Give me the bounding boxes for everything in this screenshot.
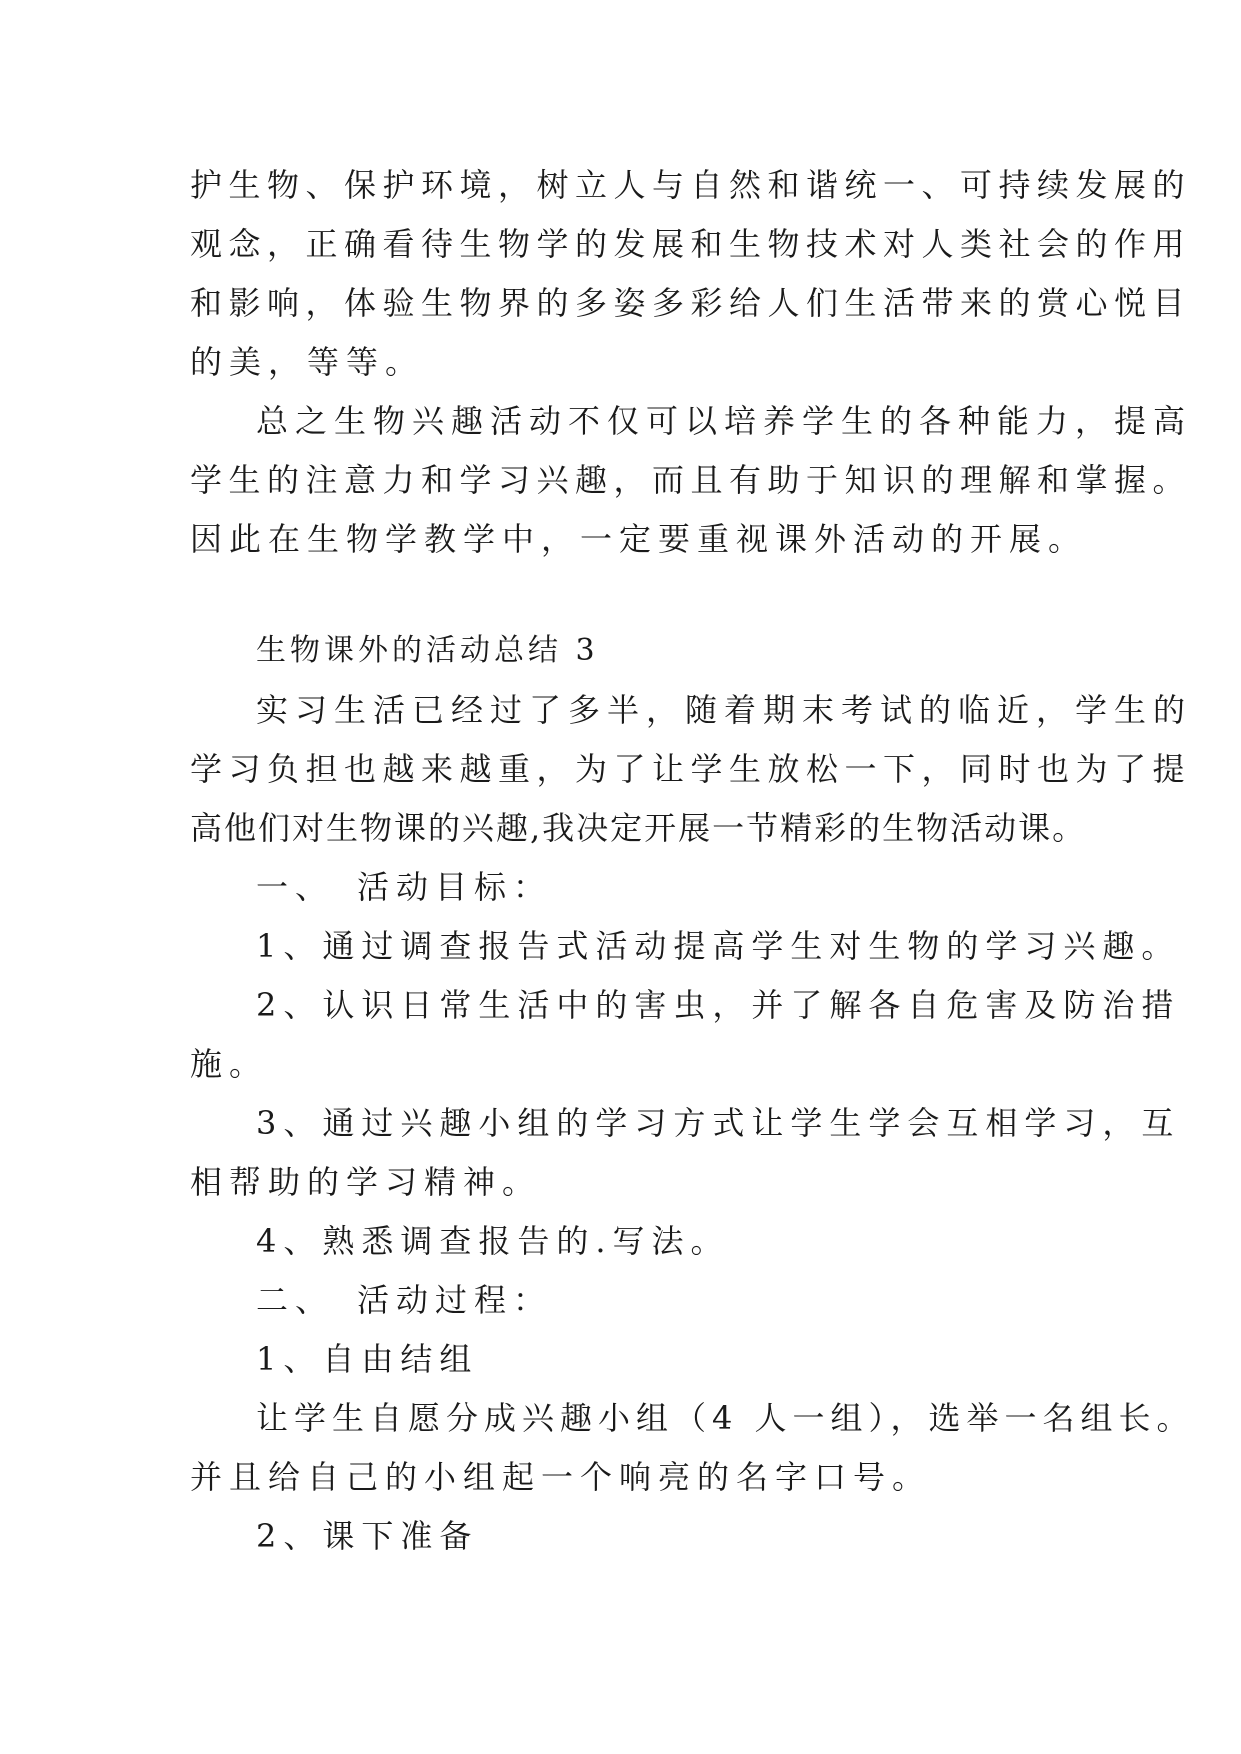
text-line: 的美，等等。 [190,343,425,381]
text-line: 学习负担也越来越重，为了让学生放松一下，同时也为了提 [190,750,1192,788]
list-heading: 二、 活动过程： [256,1281,553,1319]
section-heading: 生物课外的活动总结 3 [256,633,599,668]
list-item: 3、通过兴趣小组的学习方式让学生学会互相学习，互 [256,1104,1181,1142]
list-item: 2、认识日常生活中的害虫，并了解各自危害及防治措 [256,986,1181,1024]
text-line: 总之生物兴趣活动不仅可以培养学生的各种能力，提高 [256,402,1193,440]
text-line: 相帮助的学习精神。 [190,1163,542,1201]
list-item: 1、通过调查报告式活动提高学生对生物的学习兴趣。 [256,927,1181,965]
list-item: 1、自由结组 [256,1340,479,1378]
text-line: 学生的注意力和学习兴趣，而且有助于知识的理解和掌握。 [190,461,1192,499]
text-line: 观念，正确看待生物学的发展和生物技术对人类社会的作用 [190,225,1192,263]
text-line: 高他们对生物课的兴趣,我决定开展一节精彩的生物活动课。 [190,809,1087,847]
list-item: 2、课下准备 [256,1517,479,1555]
text-line: 因此在生物学教学中，一定要重视课外活动的开展。 [190,520,1088,558]
list-item: 4、熟悉调查报告的.写法。 [256,1222,730,1260]
text-line: 护生物、保护环境，树立人与自然和谐统一、可持续发展的 [190,166,1192,204]
text-line: 让学生自愿分成兴趣小组（4 人一组），选举一名组长。 [256,1399,1195,1437]
text-line: 施。 [190,1045,269,1083]
list-heading: 一、 活动目标： [256,868,553,906]
text-line: 实习生活已经过了多半，随着期末考试的临近，学生的 [256,691,1193,729]
text-line: 并且给自己的小组起一个响亮的名字口号。 [190,1458,932,1496]
text-line: 和影响，体验生物界的多姿多彩给人们生活带来的赏心悦目 [190,284,1192,322]
